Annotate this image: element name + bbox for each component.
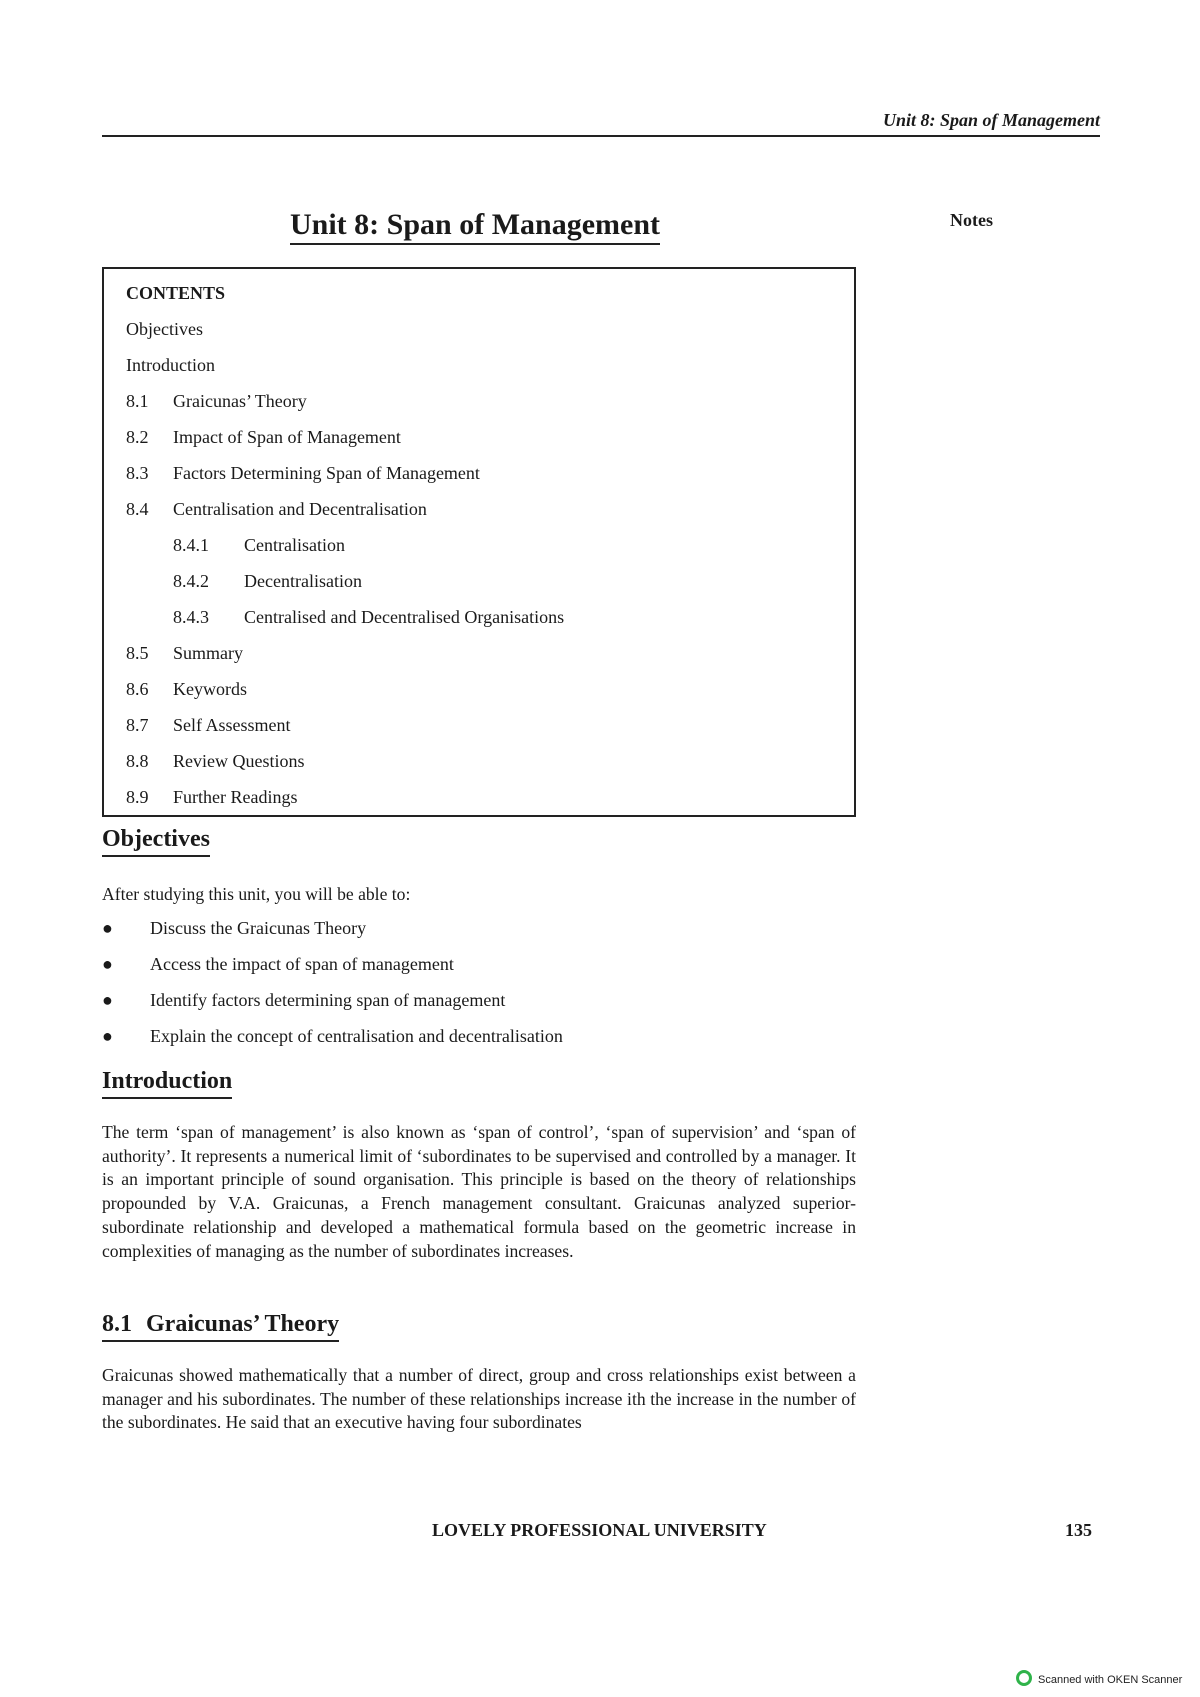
toc-item-text: Factors Determining Span of Management — [173, 463, 480, 483]
objectives-intro: After studying this unit, you will be able to: — [102, 884, 411, 904]
objective-text: Access the impact of span of management — [150, 954, 454, 974]
toc-item-number: 8.9 — [126, 787, 149, 807]
bullet-icon: ● — [102, 1026, 113, 1046]
section-number: 8.1 — [102, 1311, 132, 1337]
page-number: 135 — [1065, 1520, 1092, 1540]
bullet-icon: ● — [102, 990, 113, 1010]
objective-text: Discuss the Graicunas Theory — [150, 918, 367, 938]
toc-item-text: Graicunas’ Theory — [173, 391, 307, 411]
notes-margin-label: Notes — [950, 210, 993, 230]
toc-item-number: 8.8 — [126, 751, 149, 771]
toc-item-text: Introduction — [126, 355, 215, 375]
toc-item-text: Keywords — [173, 679, 247, 699]
toc-item-number: 8.2 — [126, 427, 149, 447]
toc-item-number: 8.4.2 — [173, 571, 209, 591]
contents-box — [102, 267, 856, 817]
toc-item-text: Self Assessment — [173, 715, 291, 735]
toc-item-number: 8.1 — [126, 391, 149, 411]
scanner-watermark-text: Scanned with OKEN Scanner — [1038, 1674, 1183, 1686]
bullet-icon: ● — [102, 918, 113, 938]
bullet-icon: ● — [102, 954, 113, 974]
toc-item-text: Centralisation — [244, 535, 345, 555]
toc-item-number: 8.5 — [126, 643, 149, 663]
toc-item-text: Summary — [173, 643, 243, 663]
contents-heading: CONTENTS — [126, 283, 226, 303]
objective-text: Identify factors determining span of management — [150, 990, 506, 1010]
running-header — [102, 110, 1100, 137]
scanner-watermark — [1016, 1670, 1182, 1686]
toc-item-text: Centralised and Decentralised Organisations — [244, 607, 565, 627]
toc-item-text: Centralisation and Decentralisation — [173, 499, 427, 519]
toc-item-text: Impact of Span of Management — [173, 427, 401, 447]
toc-item-text: Further Readings — [173, 787, 298, 807]
running-header-title: Unit 8: Span of Management — [882, 110, 1100, 130]
toc-item-number: 8.6 — [126, 679, 149, 699]
footer-university: LOVELY PROFESSIONAL UNIVERSITY — [432, 1520, 767, 1540]
introduction-paragraph: The term ‘span of management’ is also known as ‘span of control’, ‘span of supervision’ and ‘span of authority’. It represents a numerical limit of ‘subordinates to be supervised and controlled by a manager. It is an important principle of sound organisation. This principle is based on the theory of relationships propounded by V.A. Graicunas, a French management consultant. Graicunas analyzed superior-subordinate relationship and developed a mathematical formula based on the geometric increase in complexities of managing as the number of subordinates increases. — [102, 1122, 856, 1261]
toc-item-number: 8.3 — [126, 463, 149, 483]
toc-item-number: 8.4.3 — [173, 607, 209, 627]
section-title: Graicunas’ Theory — [146, 1311, 340, 1337]
toc-item-text: Objectives — [126, 319, 203, 339]
toc-item-number: 8.7 — [126, 715, 149, 735]
introduction-heading: Introduction — [102, 1068, 232, 1099]
objective-text: Explain the concept of centralisation and decentralisation — [150, 1026, 563, 1046]
toc-item-text: Review Questions — [173, 751, 305, 771]
section-8-1-heading — [102, 1311, 339, 1342]
toc-item-number: 8.4 — [126, 499, 149, 519]
toc-item-number: 8.4.1 — [173, 535, 209, 555]
objectives-heading: Objectives — [102, 826, 210, 857]
unit-title: Unit 8: Span of Management — [290, 208, 660, 245]
section-8-1-paragraph: Graicunas showed mathematically that a number of direct, group and cross relationships exist between a manager and his subordinates. The number of these relationships increase ith the increase in the number of the subordinates. He said that an executive having four subordinates — [102, 1365, 856, 1433]
oken-scanner-logo-icon — [1016, 1670, 1032, 1686]
toc-item-text: Decentralisation — [244, 571, 362, 591]
